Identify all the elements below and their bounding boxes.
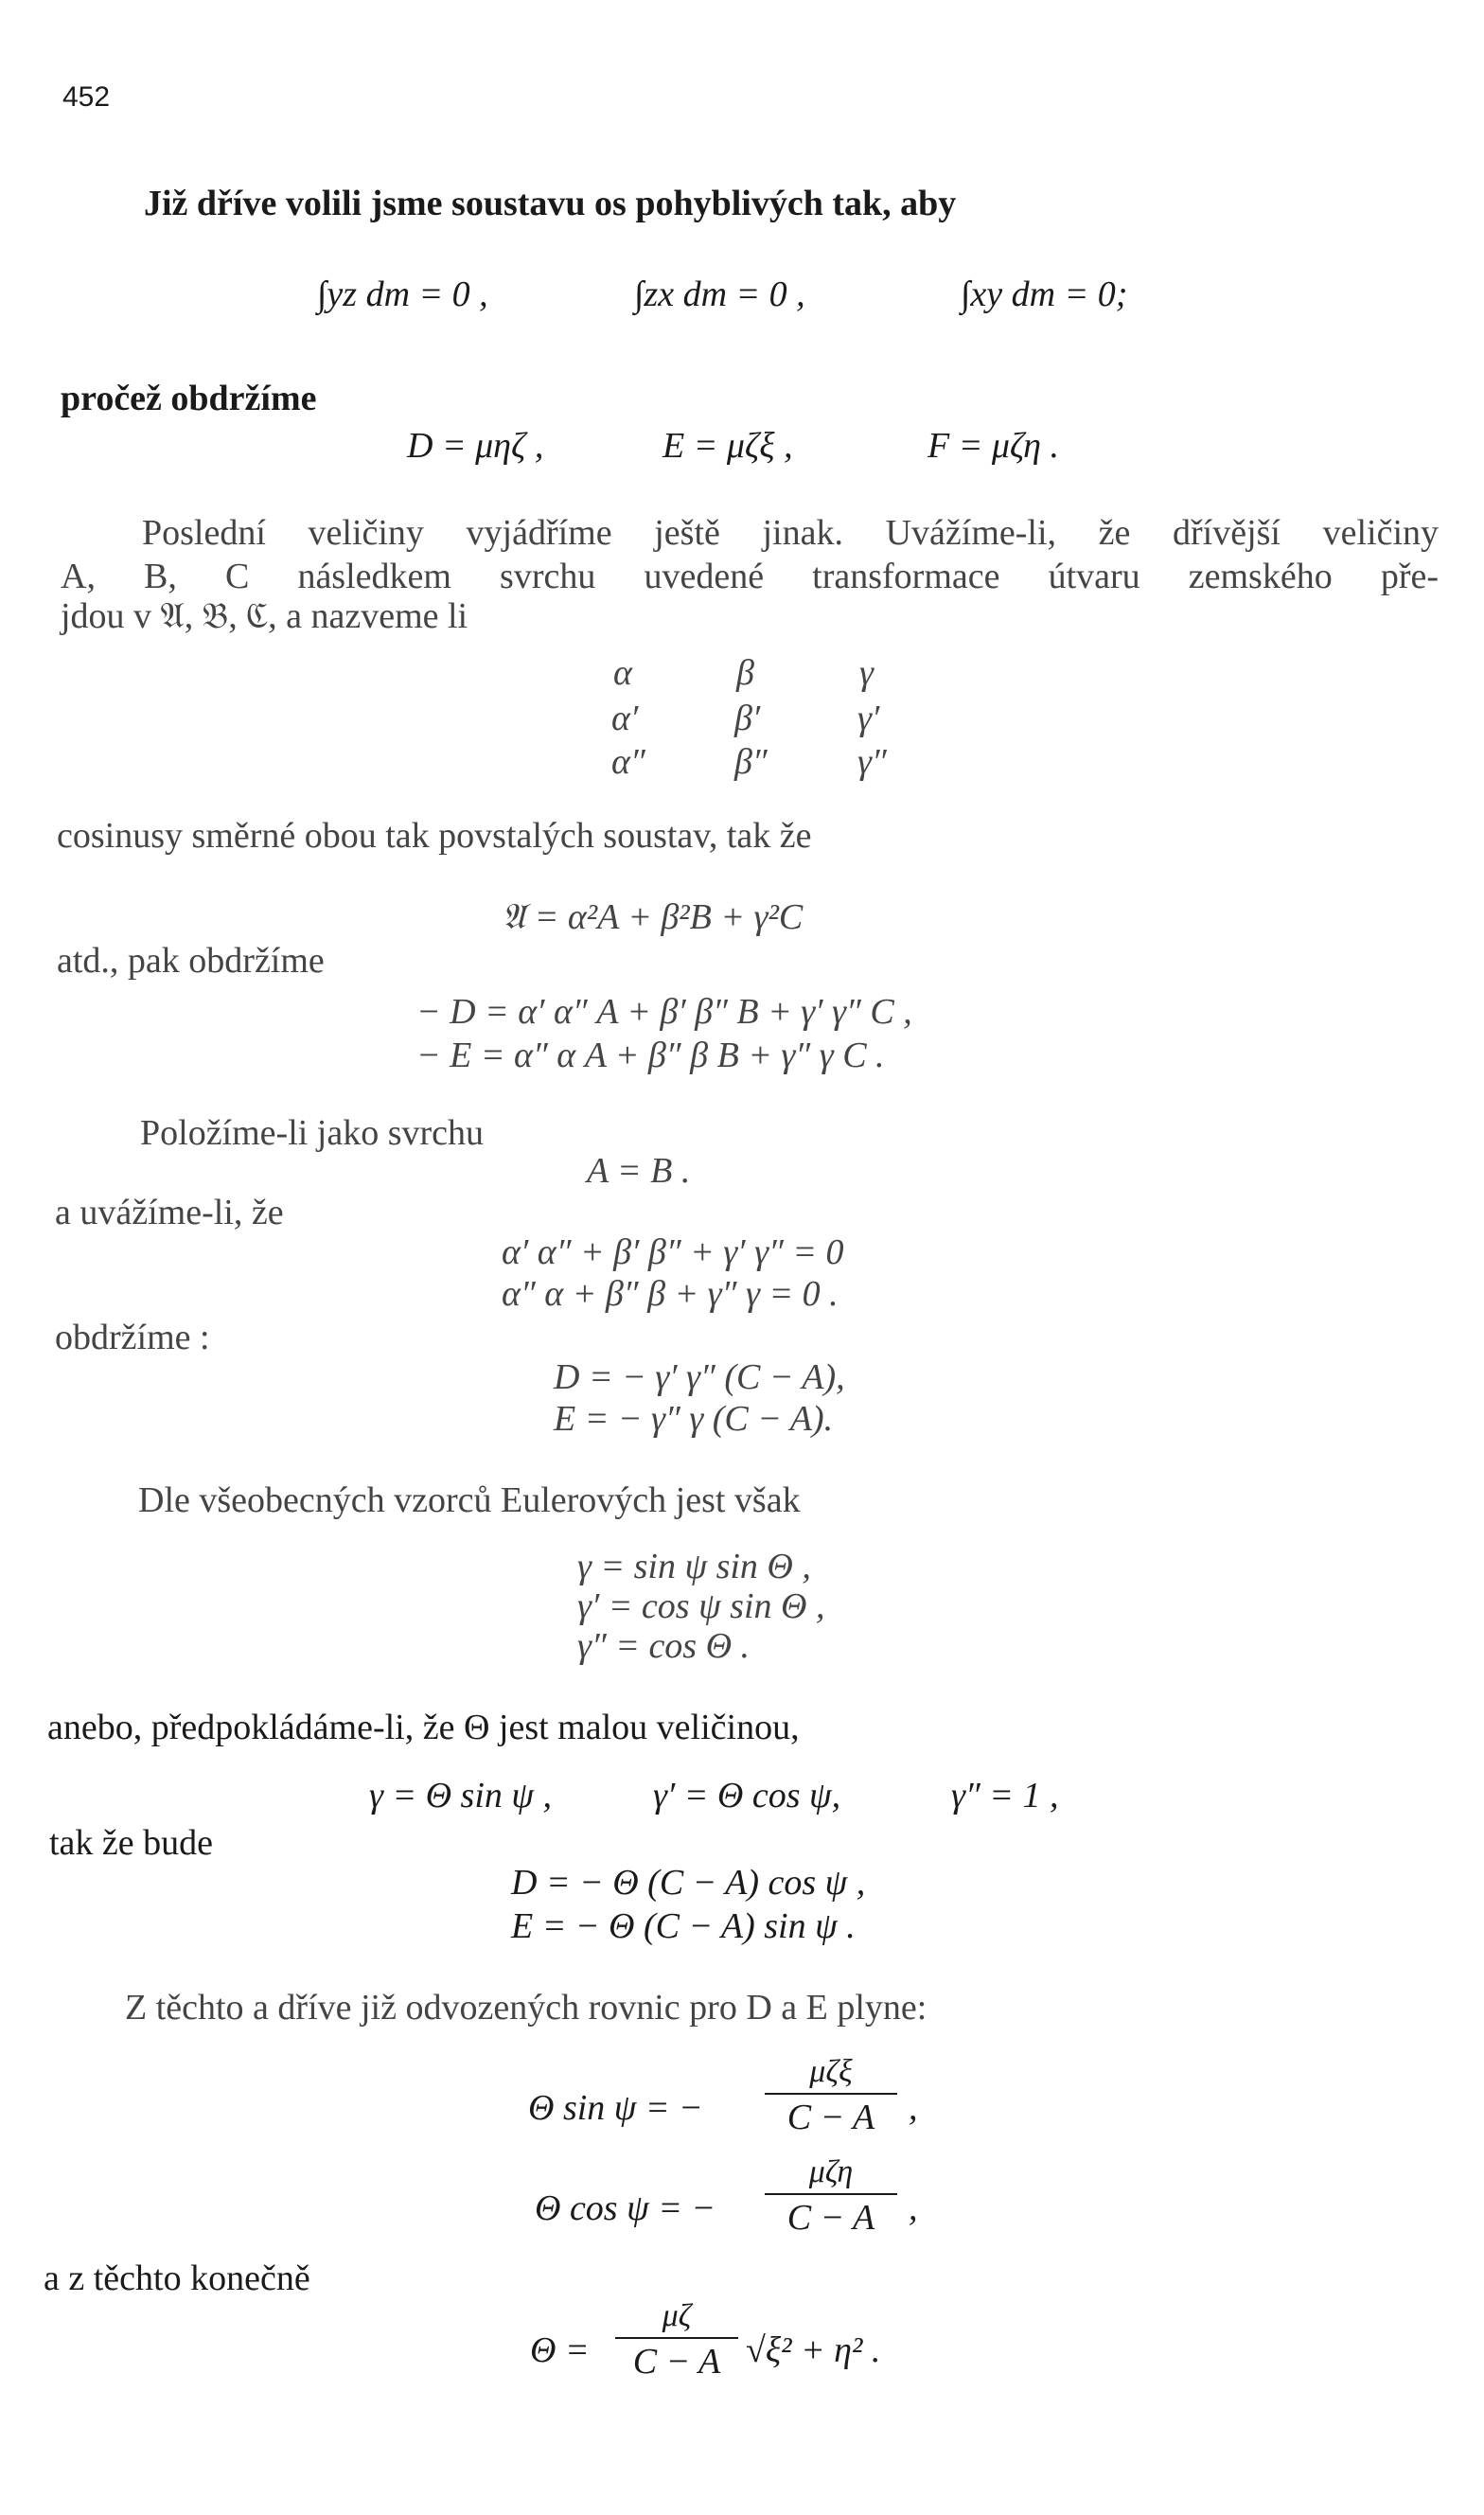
eq-E-theta: E = − Θ (C − A) sin ψ . bbox=[511, 1906, 856, 1946]
fraction-bar bbox=[615, 2337, 738, 2339]
ortho-eq-2: α″ α + β″ β + γ″ γ = 0 . bbox=[502, 1274, 839, 1314]
eq-A-fraktur: 𝔄 = α²A + β²B + γ²C bbox=[502, 897, 804, 937]
sin-eq-denominator: C − A bbox=[786, 2098, 875, 2138]
final-eq-denominator: C − A bbox=[632, 2342, 721, 2382]
cos-a: α bbox=[613, 653, 632, 693]
sin-eq-fraction bbox=[765, 2054, 897, 2138]
final-eq-fraction bbox=[615, 2298, 738, 2382]
sin-eq-lhs: Θ sin ψ = − bbox=[528, 2088, 703, 2128]
cos-eq-fraction bbox=[765, 2154, 897, 2239]
uvazime-line: a uvážíme-li, že bbox=[55, 1193, 284, 1232]
eq-F: F = μζη . bbox=[928, 426, 1059, 466]
intro-line: Již dříve volili jsme soustavu os pohyblivých tak, aby bbox=[144, 184, 957, 223]
eq-minus-D: − D = α′ α″ A + β′ β″ B + γ′ γ″ C , bbox=[416, 992, 912, 1032]
cos-eq-denominator: C − A bbox=[786, 2198, 875, 2239]
eq-D-theta: D = − Θ (C − A) cos ψ , bbox=[511, 1863, 866, 1903]
konecne-line: a z těchto konečně bbox=[44, 2258, 310, 2298]
cos-a2: α″ bbox=[611, 742, 645, 782]
para1-line2: A, B, C následkem svrchu uvedené transformace útvaru zemského pře- bbox=[61, 557, 1439, 596]
final-eq-numerator: μζ bbox=[662, 2298, 692, 2333]
fraction-bar bbox=[765, 2093, 897, 2095]
cos-eq-lhs: Θ cos ψ = − bbox=[535, 2188, 716, 2228]
cosinusy-line: cosinusy směrné obou tak povstalých soustav, tak že bbox=[57, 816, 812, 856]
small-eq-2: γ′ = Θ cos ψ, bbox=[653, 1776, 841, 1815]
sin-eq-end: , bbox=[909, 2088, 918, 2128]
para1-line3: jdou v 𝔄, 𝔅, ℭ, a nazveme li bbox=[61, 596, 468, 636]
eq-A-equals-B: A = B . bbox=[587, 1151, 691, 1191]
cos-a1: α′ bbox=[611, 699, 639, 738]
cos-eq-end: , bbox=[909, 2188, 918, 2228]
page-number: 452 bbox=[62, 81, 111, 113]
euler-eq-2: γ′ = cos ψ sin Θ , bbox=[577, 1586, 825, 1626]
polozime-line: Položíme-li jako svrchu bbox=[140, 1113, 485, 1153]
para1-line1: Poslední veličiny vyjádříme ještě jinak. Uvážíme-li, že dřívější veličiny bbox=[142, 513, 1439, 553]
cos-eq-numerator: μζη bbox=[808, 2154, 854, 2189]
cos-g2: γ″ bbox=[857, 742, 887, 782]
integral-zx: ∫zx dm = 0 , bbox=[634, 275, 805, 314]
cos-b1: β′ bbox=[734, 699, 761, 738]
atd-line: atd., pak obdržíme bbox=[57, 941, 325, 981]
ortho-eq-1: α′ α″ + β′ β″ + γ′ γ″ = 0 bbox=[502, 1232, 844, 1272]
euler-line: Dle všeobecných vzorců Eulerových jest však bbox=[138, 1480, 801, 1520]
obdrzime-line: obdržíme : bbox=[55, 1318, 210, 1357]
eq-E: E = μζξ , bbox=[662, 426, 793, 466]
procez-line: pročež obdržíme bbox=[61, 379, 317, 418]
ztechto-line: Z těchto a dříve již odvozených rovnic pro D a E plyne: bbox=[125, 1988, 928, 2028]
eq-D-gamma: D = − γ′ γ″ (C − A), bbox=[554, 1357, 845, 1397]
eq-minus-E: − E = α″ α A + β″ β B + γ″ γ C . bbox=[416, 1036, 885, 1075]
takze-line: tak že bude bbox=[49, 1823, 214, 1863]
cos-b: β bbox=[736, 653, 754, 693]
eq-D: D = μηζ , bbox=[407, 426, 544, 466]
euler-eq-3: γ″ = cos Θ . bbox=[577, 1626, 751, 1666]
cos-g: γ bbox=[859, 653, 874, 693]
euler-eq-1: γ = sin ψ sin Θ , bbox=[577, 1547, 811, 1586]
anebo-line: anebo, předpokládáme-li, že Θ jest malou veličinou, bbox=[47, 1708, 800, 1747]
final-eq-root: √ξ² + η² . bbox=[746, 2330, 881, 2370]
eq-E-gamma: E = − γ″ γ (C − A). bbox=[554, 1399, 834, 1439]
final-eq-lhs: Θ = bbox=[530, 2330, 590, 2370]
sin-eq-numerator: μζξ bbox=[809, 2054, 853, 2089]
small-eq-1: γ = Θ sin ψ , bbox=[369, 1776, 553, 1815]
small-eq-3: γ″ = 1 , bbox=[951, 1776, 1059, 1815]
cos-b2: β″ bbox=[734, 742, 768, 782]
integral-xy: ∫xy dm = 0; bbox=[961, 275, 1128, 314]
cos-g1: γ′ bbox=[857, 699, 880, 738]
fraction-bar bbox=[765, 2193, 897, 2195]
integral-yz: ∫yz dm = 0 , bbox=[317, 275, 488, 314]
